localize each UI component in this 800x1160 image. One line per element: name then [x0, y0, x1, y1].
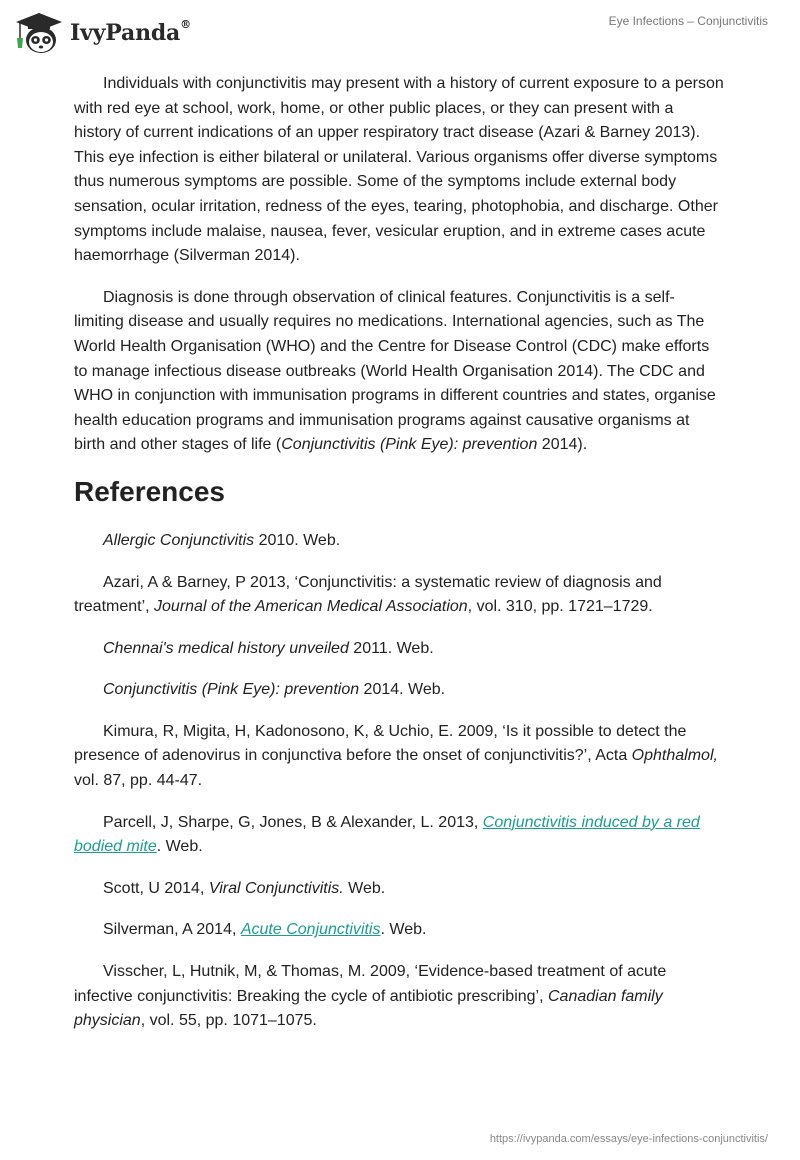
references-list	[74, 529, 724, 1034]
reference-item: Visscher, L, Hutnik, M, & Thomas, M. 2009, ‘Evidence-based treatment of acute infective conjunctivitis: Breaking the cycle of antibiotic prescribing’, Canadian family physician, vol. 55, pp. 1071–1075.	[74, 963, 667, 1030]
reference-item: Allergic Conjunctivitis 2010. Web.	[103, 531, 341, 549]
reference-item: Silverman, A 2014, Acute Conjunctivitis. Web.	[103, 921, 427, 939]
reference-item: Kimura, R, Migita, H, Kadonosono, K, & Uchio, E. 2009, ‘Is it possible to detect the presence of adenovirus in conjunctiva before the onset of conjunctivitis?’, Acta Ophthalmol, vol. 87, pp. 44-47.	[74, 722, 718, 790]
reference-item: Chennai's medical history unveiled 2011. Web.	[103, 639, 434, 657]
reference-link[interactable]: Acute Conjunctivitis	[240, 921, 381, 939]
logo-text: IvyPanda®	[70, 18, 191, 46]
body-paragraph: Diagnosis is done through observation of clinical features. Conjunctivitis is a self-limiting disease and usually requires no medications. International agencies, such as The World Health Organisation (WHO) and the Centre for Disease Control (CDC) make efforts to manage infectious disease outbreaks (World Health Organisation 2014). The CDC and WHO in conjunction with immunisation programs in different countries and states, organise health education programs and immunisation programs against causative organisms at birth and other stages of life (Conjunctivitis (Pink Eye): prevention 2014).	[74, 288, 716, 454]
document-title: Eye Infections – Conjunctivitis	[608, 14, 768, 28]
document-body	[74, 72, 724, 1051]
reference-item: Azari, A & Barney, P 2013, ‘Conjunctivitis: a systematic review of diagnosis and treatment’, Journal of the American Medical Association, vol. 310, pp. 1721–1729.	[74, 573, 662, 616]
reference-item: Conjunctivitis (Pink Eye): prevention 2014. Web.	[103, 681, 446, 699]
panda-graduate-icon	[14, 11, 64, 55]
body-paragraph: Individuals with conjunctivitis may present with a history of current exposure to a person with red eye at school, work, home, or other public places, or they can present with a history of current indications of an upper respiratory tract disease (Azari & Barney 2013). This eye infection is either bilateral or unilateral. Various organisms offer diverse symptoms thus numerous symptoms are possible. Some of the symptoms include external body sensation, ocular irritation, redness of the eyes, tearing, photophobia, and discharge. Other symptoms include malaise, nausea, fever, vesicular eruption, and in extreme cases acute haemorrhage (Silverman 2014).	[74, 75, 724, 265]
site-logo[interactable]	[14, 8, 191, 58]
reference-item: Scott, U 2014, Viral Conjunctivitis. Web.	[103, 879, 386, 897]
reference-item: Parcell, J, Sharpe, G, Jones, B & Alexander, L. 2013, Conjunctivitis induced by a red bodied mite. Web.	[74, 813, 700, 856]
reference-link[interactable]: Conjunctivitis induced by a red bodied mite	[74, 813, 700, 856]
references-heading: References	[74, 475, 225, 507]
source-url[interactable]: https://ivypanda.com/essays/eye-infections-conjunctivitis/	[489, 1133, 768, 1145]
